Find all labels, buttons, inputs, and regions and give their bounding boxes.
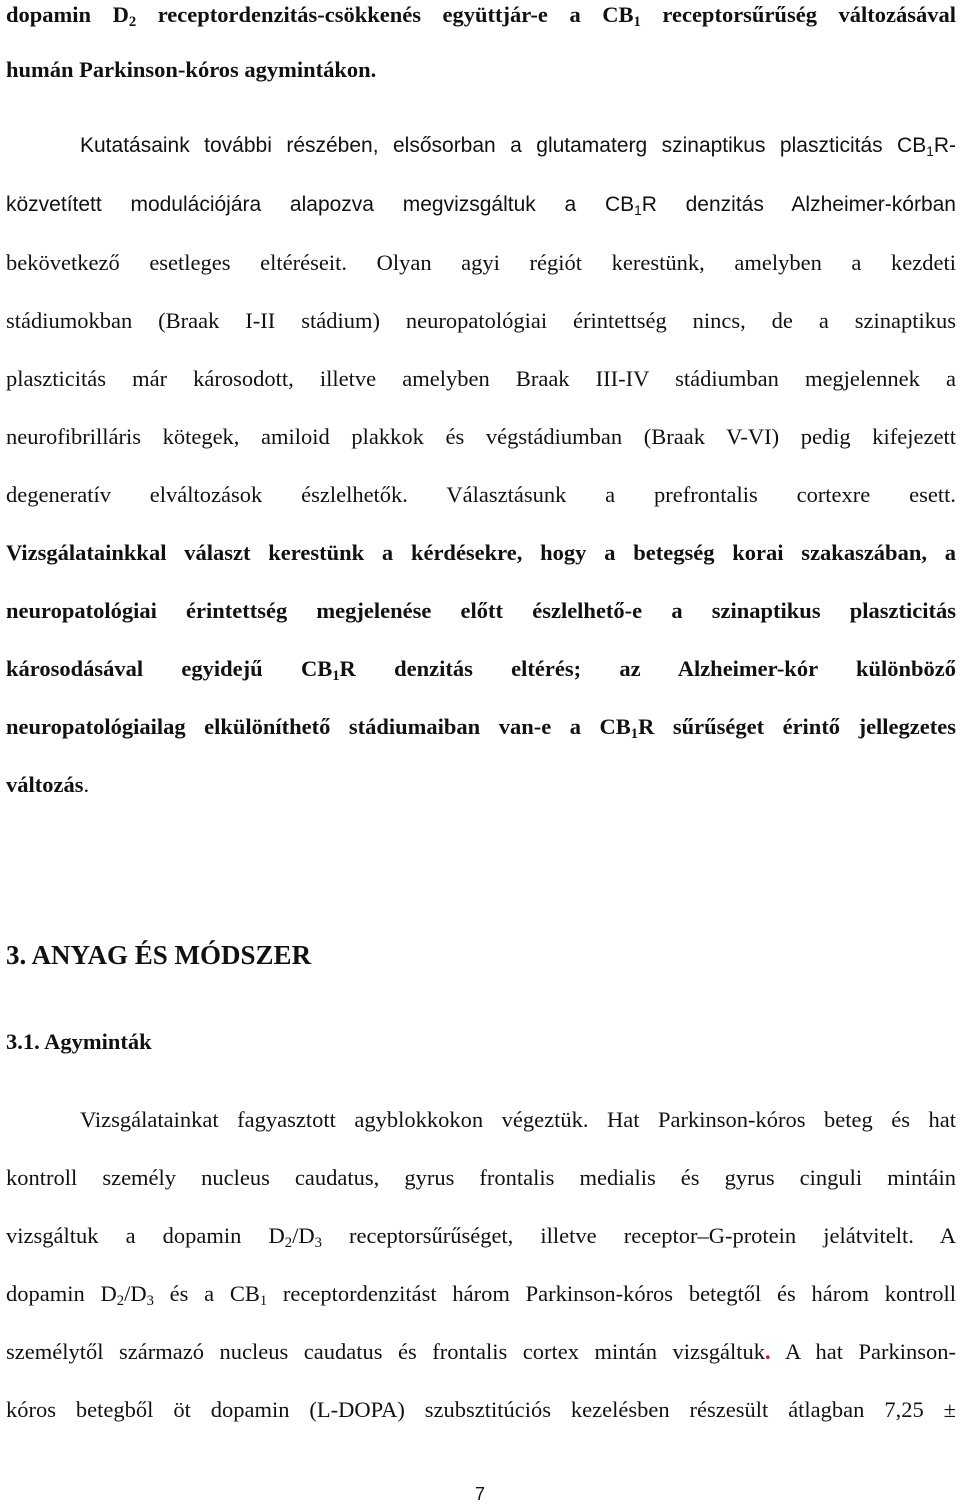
text-span: vizsgáltuk a dopamin D <box>6 1223 285 1248</box>
para1-line-4: stádiumokban (Braak I-II stádium) neuropatológiai érintettség nincs, de a szinaptikus <box>6 308 956 333</box>
text-span: receptordenzitást három Parkinson-kóros betegtől és három kontroll <box>267 1281 957 1306</box>
text-span: receptorsűrűséget, illetve receptor–G-protein jelátvitelt. A <box>321 1223 956 1248</box>
text-span: . <box>83 772 90 797</box>
text-span: R sűrűséget érintő jellegzetes <box>638 714 957 739</box>
para1-line-5: plaszticitás már károsodott, illetve amelyben Braak III-IV stádiumban megjelennek a <box>6 366 956 391</box>
subscript: 1 <box>926 143 934 159</box>
text-span: R- <box>933 134 956 157</box>
text-span: változás <box>6 772 84 797</box>
text-span: neuropatológiailag elkülöníthető stádiumaiban van-e a CB <box>6 714 631 739</box>
para3-line-1: Vizsgálatainkat fagyasztott agyblokkokon végeztük. Hat Parkinson-kóros beteg és hat <box>80 1107 956 1132</box>
subscript: 1 <box>630 726 639 743</box>
subscript: 2 <box>128 14 137 31</box>
text-span: receptorsűrűség változásával <box>640 2 956 27</box>
para1-line-1 <box>80 131 956 161</box>
para2-line-4 <box>6 712 956 742</box>
subscript: 2 <box>116 1293 125 1310</box>
para3-line-3 <box>6 1221 956 1251</box>
text-span: közvetített modulációjára alapozva megvizsgáltuk a CB <box>6 193 635 216</box>
text-span: receptordenzitás-csökkenés együttjár-e a CB <box>136 2 634 27</box>
para1-line-2 <box>6 190 956 220</box>
subscript: 1 <box>259 1293 268 1310</box>
text-span: Kutatásaink további részében, elsősorban a glutamaterg szinaptikus plaszticitás CB <box>80 134 927 157</box>
intro-line-1 <box>6 0 956 30</box>
text-span: dopamin D <box>6 2 129 27</box>
subscript: 1 <box>634 202 642 218</box>
text-span: /D <box>124 1281 147 1306</box>
subscript: 3 <box>146 1293 154 1310</box>
text-span: és a CB <box>153 1281 260 1306</box>
para2-line-1: Vizsgálatainkkal választ kerestünk a kérdésekre, hogy a betegség korai szakaszában, a <box>6 540 956 565</box>
para1-line-7: degeneratív elváltozások észlelhetők. Választásunk a prefrontalis cortexre esett. <box>6 482 956 507</box>
text-span: személytől származó nucleus caudatus és frontalis cortex mintán vizsgáltuk <box>6 1339 766 1364</box>
para1-line-3: bekövetkező esetleges eltéréseit. Olyan agyi régiót kerestünk, amelyben a kezdeti <box>6 250 956 275</box>
intro-line-2: humán Parkinson-kóros agymintákon. <box>6 57 377 82</box>
section-title: 3. ANYAG ÉS MÓDSZER <box>6 940 312 970</box>
para2-line-3 <box>6 654 956 684</box>
text-span: R denzitás Alzheimer-kórban <box>641 193 956 216</box>
text-span: dopamin D <box>6 1281 117 1306</box>
text-span: /D <box>292 1223 315 1248</box>
para2-line-2: neuropatológiai érintettség megjelenése előtt észlelhető-e a szinaptikus plaszticitás <box>6 598 956 623</box>
para3-line-5 <box>6 1337 956 1367</box>
section-subtitle: 3.1. Agyminták <box>6 1029 152 1054</box>
para3-line-2: kontroll személy nucleus caudatus, gyrus frontalis medialis és gyrus cinguli mintáin <box>6 1165 956 1190</box>
para1-line-6: neurofibrilláris kötegek, amiloid plakkok és végstádiumban (Braak V-VI) pedig kifejezett <box>6 424 956 449</box>
subscript: 1 <box>332 668 340 685</box>
subscript: 2 <box>284 1235 293 1252</box>
text-span: R denzitás eltérés; az Alzheimer-kór különböző <box>339 656 956 681</box>
text-span: károsodásával egyidejű CB <box>6 656 333 681</box>
para3-line-6: kóros betegből öt dopamin (L-DOPA) szubsztitúciós kezelésben részesült átlagban 7,25 ± <box>6 1397 956 1422</box>
text-span: A hat Parkinson- <box>770 1339 956 1364</box>
para2-line-5 <box>6 770 956 800</box>
subscript: 1 <box>633 14 641 31</box>
subscript: 3 <box>314 1235 322 1252</box>
page-number: 7 <box>474 1484 485 1504</box>
red-dot: . <box>765 1339 771 1364</box>
para3-line-4 <box>6 1279 956 1309</box>
